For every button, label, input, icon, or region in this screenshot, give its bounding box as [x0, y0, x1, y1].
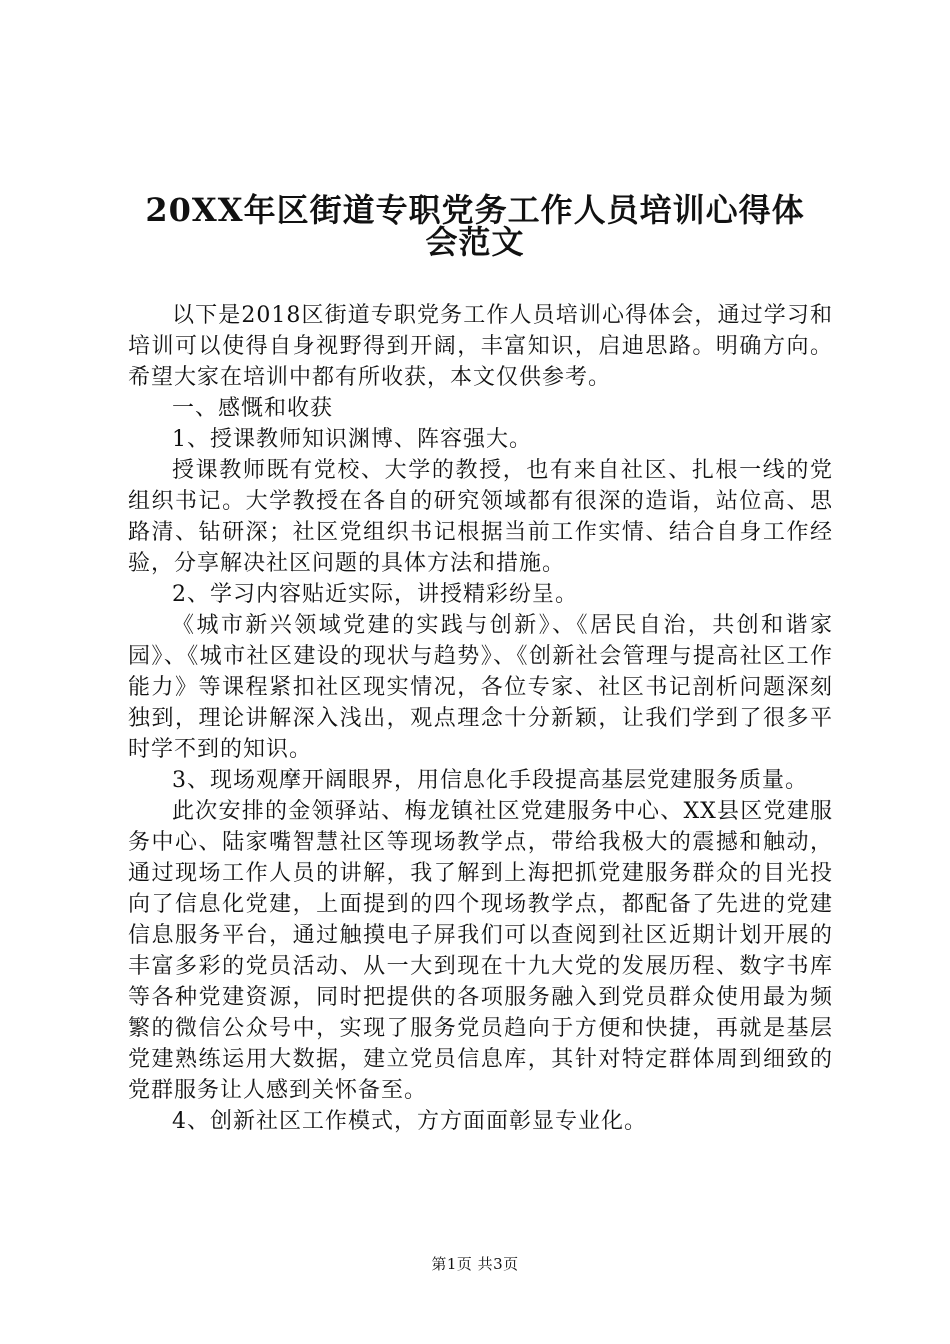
- subheading-1: 1、授课教师知识渊博、阵容强大。: [172, 427, 532, 452]
- intro-paragraph: 以下是2018区街道专职党务工作人员培训心得体会，通过学习和培训可以使得自身视野得到开阔，丰富知识，启迪思路。明确方向。希望大家在培训中都有所收获，本文仅供参考。: [128, 303, 833, 390]
- subheading-2: 2、学习内容贴近实际，讲授精彩纷呈。: [172, 582, 578, 607]
- paragraph-2: 《城市新兴领域党建的实践与创新》、《居民自治，共创和谐家园》、《城市社区建设的现状与趋势》、《创新社会管理与提高社区工作能力》等课程紧扣社区现实情况，各位专家、社区书记剖析问题深刻独到，理论讲解深入浅出，观点理念十分新颖，让我们学到了很多平时学不到的知识。: [128, 613, 833, 762]
- section-heading: 一、感慨和收获: [172, 396, 334, 421]
- paragraph-1: 授课教师既有党校、大学的教授，也有来自社区、扎根一线的党组织书记。大学教授在各自的研究领域都有很深的造诣，站位高、思路清、钻研深；社区党组织书记根据当前工作实情、结合自身工作经验，分享解决社区问题的具体方法和措施。: [128, 458, 833, 576]
- page-footer: 第1页 共3页: [431, 1255, 519, 1273]
- document-title-line-1: 20XX年区街道专职党务工作人员培训心得体: [145, 191, 805, 229]
- paragraph-3: 此次安排的金领驿站、梅龙镇社区党建服务中心、XX县区党建服务中心、陆家嘴智慧社区等现场教学点，带给我极大的震撼和触动，通过现场工作人员的讲解，我了解到上海把抓党建服务群众的目光投向了信息化党建，上面提到的四个现场教学点，都配备了先进的党建信息服务平台，通过触摸电子屏我们可以查阅到社区近期计划开展的丰富多彩的党员活动、从一大到现在十九大党的发展历程、数字书库等各种党建资源，同时把提供的各项服务融入到党员群众使用最为频繁的微信公众号中，实现了服务党员趋向于方便和快捷，再就是基层党建熟练运用大数据，建立党员信息库，其针对特定群体周到细致的党群服务让人感到关怀备至。: [128, 799, 833, 1103]
- subheading-3: 3、现场观摩开阔眼界，用信息化手段提高基层党建服务质量。: [172, 768, 808, 793]
- subheading-4: 4、创新社区工作模式，方方面面彰显专业化。: [172, 1109, 647, 1134]
- document-body: [128, 300, 833, 1137]
- document-title-line-2: 会范文: [425, 223, 525, 261]
